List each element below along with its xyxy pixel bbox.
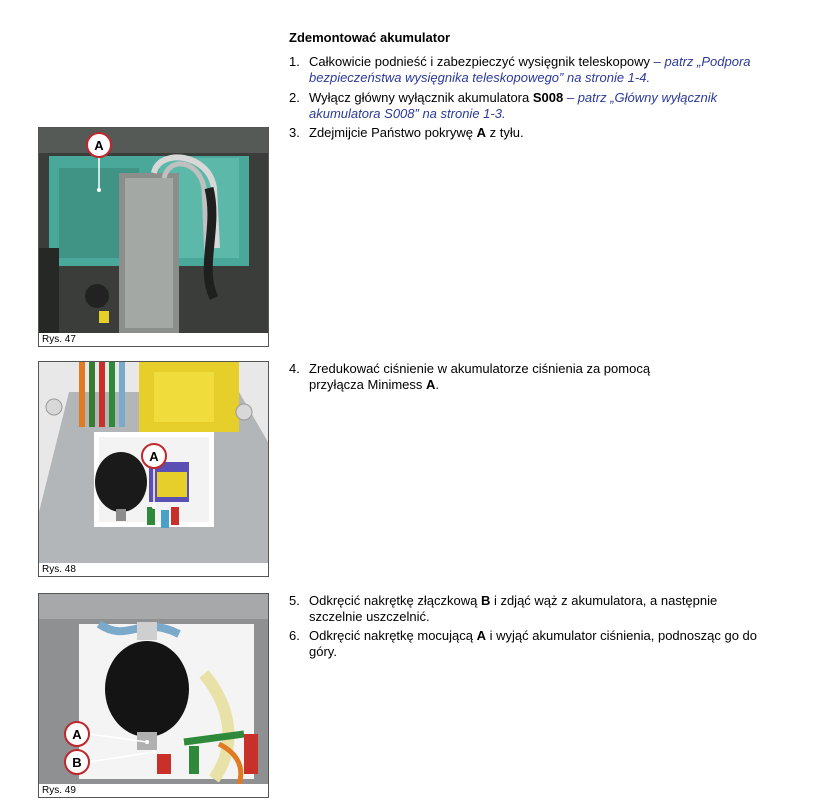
- step-number: 4.: [289, 361, 300, 376]
- step-text: Zdejmijcie Państwo pokrywę: [309, 125, 477, 140]
- cross-reference-link-cont[interactable]: akumulatora S008” na stronie 1-3.: [309, 106, 506, 121]
- step-bold-ref: A: [476, 125, 487, 140]
- callout-label: A: [94, 138, 104, 153]
- step-1: [289, 54, 789, 88]
- step-6: [289, 628, 799, 662]
- cross-reference-link-cont[interactable]: bezpieczeństwa wysięgnika teleskopowego” na stronie 1-4.: [309, 70, 651, 85]
- callout-label: A: [72, 727, 82, 742]
- step-number: 6.: [289, 628, 300, 643]
- step-4: [289, 361, 789, 395]
- photo-cover-removal: [39, 128, 268, 333]
- section-title: Zdemontować akumulator: [289, 30, 451, 45]
- step-2: [289, 90, 789, 124]
- figure-caption: Rys. 47: [42, 334, 76, 345]
- step-text-cont: szczelnie uszczelnić.: [309, 609, 430, 624]
- step-bold-ref: A: [426, 377, 436, 392]
- figure-48: [38, 361, 269, 577]
- step-bold-ref: S008: [532, 90, 564, 105]
- callout-label: B: [72, 755, 82, 770]
- cross-reference-link[interactable]: – patrz „Podpora: [653, 54, 751, 69]
- step-bold-ref: B: [480, 593, 491, 608]
- step-text-end: z tyłu.: [486, 125, 524, 140]
- figure-caption: Rys. 49: [42, 785, 76, 796]
- step-text: Odkręcić nakrętkę mocującą: [309, 628, 477, 643]
- step-text-end: i wyjąć akumulator ciśnienia, podnosząc go do: [486, 628, 757, 643]
- figure-47: [38, 127, 269, 347]
- step-text-cont: góry.: [309, 644, 337, 659]
- photo-accumulator-removal: [39, 594, 268, 784]
- step-number: 3.: [289, 125, 300, 140]
- step-text: Całkowicie podnieść i zabezpieczyć wysięgnik teleskopowy: [309, 54, 654, 69]
- step-bold-ref: A: [476, 628, 487, 643]
- figure-caption: Rys. 48: [42, 564, 76, 575]
- step-text-end: i zdjąć wąż z akumulatora, a następnie: [490, 593, 718, 608]
- step-text: Zredukować ciśnienie w akumulatorze ciśnienia za pomocą: [309, 361, 651, 376]
- cross-reference-link[interactable]: – patrz „Główny wyłącznik: [563, 90, 718, 105]
- step-text: Wyłącz główny wyłącznik akumulatora: [309, 90, 533, 105]
- step-number: 2.: [289, 90, 300, 105]
- step-text: Odkręcić nakrętkę złączkową: [309, 593, 481, 608]
- step-5: [289, 593, 799, 627]
- step-text-end: .: [435, 377, 440, 392]
- step-text-cont: przyłącza Minimess: [309, 377, 427, 392]
- step-number: 1.: [289, 54, 300, 69]
- photo-accumulator-pressure: [39, 362, 268, 563]
- callout-label: A: [149, 449, 159, 464]
- step-number: 5.: [289, 593, 300, 608]
- figure-49: [38, 593, 269, 798]
- step-3: [289, 125, 789, 143]
